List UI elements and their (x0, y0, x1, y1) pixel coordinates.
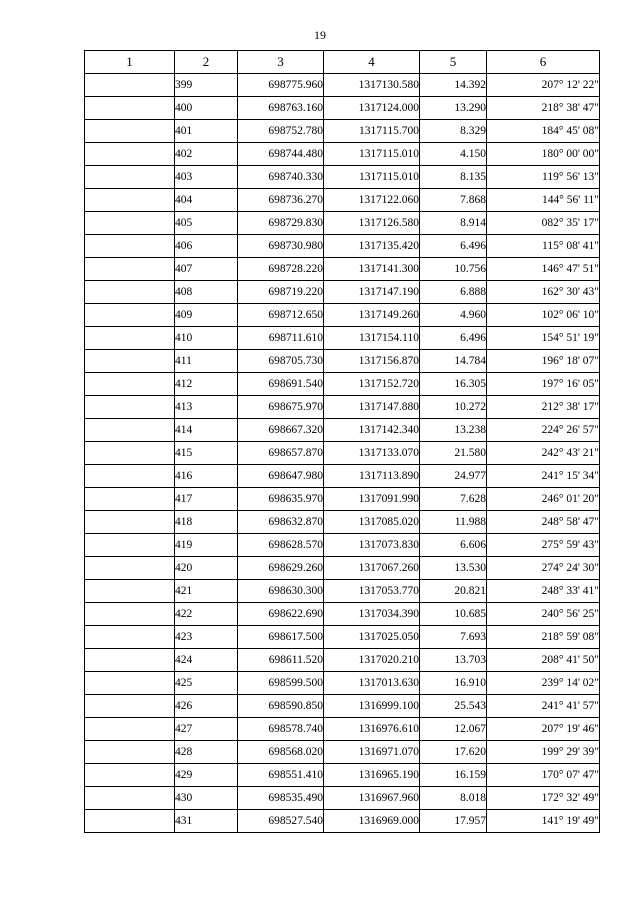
distance-cell: 20.821 (420, 580, 487, 603)
distance-cell: 12.067 (420, 718, 487, 741)
distance-cell: 16.159 (420, 764, 487, 787)
distance-cell: 13.703 (420, 649, 487, 672)
distance-cell: 7.628 (420, 488, 487, 511)
bearing-cell: 275° 59' 43" (487, 534, 600, 557)
bearing-cell: 274° 24' 30" (487, 557, 600, 580)
bearing-cell: 241° 15' 34" (487, 465, 600, 488)
table-row (85, 350, 600, 373)
y-coordinate-cell: 1316965.190 (324, 764, 420, 787)
parcel-cell (85, 810, 175, 833)
table-row (85, 557, 600, 580)
point-number-cell: 422 (175, 603, 238, 626)
parcel-cell (85, 212, 175, 235)
point-number-cell: 425 (175, 672, 238, 695)
column-header-2: 2 (175, 51, 238, 74)
bearing-cell: 208° 41' 50" (487, 649, 600, 672)
parcel-cell (85, 442, 175, 465)
parcel-cell (85, 258, 175, 281)
bearing-cell: 224° 26' 57" (487, 419, 600, 442)
point-number-cell: 404 (175, 189, 238, 212)
distance-cell: 11.988 (420, 511, 487, 534)
parcel-cell (85, 649, 175, 672)
distance-cell: 4.960 (420, 304, 487, 327)
distance-cell: 24.977 (420, 465, 487, 488)
table-row (85, 235, 600, 258)
bearing-cell: 144° 56' 11" (487, 189, 600, 212)
bearing-cell: 196° 18' 07" (487, 350, 600, 373)
distance-cell: 14.392 (420, 74, 487, 97)
distance-cell: 13.290 (420, 97, 487, 120)
point-number-cell: 424 (175, 649, 238, 672)
point-number-cell: 421 (175, 580, 238, 603)
y-coordinate-cell: 1316967.960 (324, 787, 420, 810)
point-number-cell: 423 (175, 626, 238, 649)
column-header-4: 4 (324, 51, 420, 74)
x-coordinate-cell: 698657.870 (238, 442, 324, 465)
distance-cell: 13.530 (420, 557, 487, 580)
bearing-cell: 212° 38' 17" (487, 396, 600, 419)
point-number-cell: 411 (175, 350, 238, 373)
table-row (85, 649, 600, 672)
bearing-cell: 141° 19' 49" (487, 810, 600, 833)
bearing-cell: 239° 14' 02" (487, 672, 600, 695)
column-header-5: 5 (420, 51, 487, 74)
y-coordinate-cell: 1317156.870 (324, 350, 420, 373)
x-coordinate-cell: 698578.740 (238, 718, 324, 741)
x-coordinate-cell: 698705.730 (238, 350, 324, 373)
y-coordinate-cell: 1317154.110 (324, 327, 420, 350)
table-row (85, 304, 600, 327)
y-coordinate-cell: 1317142.340 (324, 419, 420, 442)
bearing-cell: 248° 58' 47" (487, 511, 600, 534)
distance-cell: 7.868 (420, 189, 487, 212)
coordinates-table (84, 50, 600, 833)
bearing-cell: 119° 56' 13" (487, 166, 600, 189)
distance-cell: 7.693 (420, 626, 487, 649)
parcel-cell (85, 120, 175, 143)
x-coordinate-cell: 698730.980 (238, 235, 324, 258)
bearing-cell: 082° 35' 17" (487, 212, 600, 235)
x-coordinate-cell: 698599.500 (238, 672, 324, 695)
distance-cell: 16.910 (420, 672, 487, 695)
x-coordinate-cell: 698729.830 (238, 212, 324, 235)
bearing-cell: 199° 29' 39" (487, 741, 600, 764)
y-coordinate-cell: 1317115.010 (324, 143, 420, 166)
parcel-cell (85, 580, 175, 603)
bearing-cell: 246° 01' 20" (487, 488, 600, 511)
distance-cell: 17.620 (420, 741, 487, 764)
point-number-cell: 415 (175, 442, 238, 465)
point-number-cell: 431 (175, 810, 238, 833)
point-number-cell: 410 (175, 327, 238, 350)
y-coordinate-cell: 1317115.700 (324, 120, 420, 143)
table-row (85, 534, 600, 557)
parcel-cell (85, 74, 175, 97)
bearing-cell: 248° 33' 41" (487, 580, 600, 603)
table-row (85, 764, 600, 787)
y-coordinate-cell: 1317115.010 (324, 166, 420, 189)
y-coordinate-cell: 1317073.830 (324, 534, 420, 557)
table-row (85, 465, 600, 488)
parcel-cell (85, 695, 175, 718)
x-coordinate-cell: 698635.970 (238, 488, 324, 511)
point-number-cell: 420 (175, 557, 238, 580)
table-row (85, 120, 600, 143)
point-number-cell: 401 (175, 120, 238, 143)
distance-cell: 14.784 (420, 350, 487, 373)
table-row (85, 212, 600, 235)
y-coordinate-cell: 1317147.190 (324, 281, 420, 304)
x-coordinate-cell: 698740.330 (238, 166, 324, 189)
x-coordinate-cell: 698691.540 (238, 373, 324, 396)
table-row (85, 258, 600, 281)
distance-cell: 4.150 (420, 143, 487, 166)
x-coordinate-cell: 698711.610 (238, 327, 324, 350)
y-coordinate-cell: 1317141.300 (324, 258, 420, 281)
point-number-cell: 399 (175, 74, 238, 97)
table-row (85, 741, 600, 764)
parcel-cell (85, 350, 175, 373)
x-coordinate-cell: 698667.320 (238, 419, 324, 442)
point-number-cell: 427 (175, 718, 238, 741)
point-number-cell: 400 (175, 97, 238, 120)
bearing-cell: 170° 07' 47" (487, 764, 600, 787)
distance-cell: 10.685 (420, 603, 487, 626)
x-coordinate-cell: 698647.980 (238, 465, 324, 488)
x-coordinate-cell: 698736.270 (238, 189, 324, 212)
table-row (85, 189, 600, 212)
bearing-cell: 197° 16' 05" (487, 373, 600, 396)
parcel-cell (85, 373, 175, 396)
x-coordinate-cell: 698590.850 (238, 695, 324, 718)
table-row (85, 626, 600, 649)
distance-cell: 8.329 (420, 120, 487, 143)
x-coordinate-cell: 698752.780 (238, 120, 324, 143)
parcel-cell (85, 626, 175, 649)
y-coordinate-cell: 1317133.070 (324, 442, 420, 465)
y-coordinate-cell: 1317091.990 (324, 488, 420, 511)
x-coordinate-cell: 698763.160 (238, 97, 324, 120)
y-coordinate-cell: 1317122.060 (324, 189, 420, 212)
table-row (85, 97, 600, 120)
parcel-cell (85, 718, 175, 741)
point-number-cell: 405 (175, 212, 238, 235)
y-coordinate-cell: 1316976.610 (324, 718, 420, 741)
y-coordinate-cell: 1317113.890 (324, 465, 420, 488)
y-coordinate-cell: 1316969.000 (324, 810, 420, 833)
parcel-cell (85, 281, 175, 304)
point-number-cell: 406 (175, 235, 238, 258)
point-number-cell: 418 (175, 511, 238, 534)
bearing-cell: 207° 12' 22" (487, 74, 600, 97)
distance-cell: 10.756 (420, 258, 487, 281)
distance-cell: 25.543 (420, 695, 487, 718)
parcel-cell (85, 465, 175, 488)
distance-cell: 6.496 (420, 327, 487, 350)
distance-cell: 8.135 (420, 166, 487, 189)
y-coordinate-cell: 1317085.020 (324, 511, 420, 534)
point-number-cell: 414 (175, 419, 238, 442)
bearing-cell: 154° 51' 19" (487, 327, 600, 350)
table-header-row (85, 51, 600, 74)
table-row (85, 373, 600, 396)
point-number-cell: 412 (175, 373, 238, 396)
x-coordinate-cell: 698630.300 (238, 580, 324, 603)
point-number-cell: 402 (175, 143, 238, 166)
x-coordinate-cell: 698617.500 (238, 626, 324, 649)
bearing-cell: 115° 08' 41" (487, 235, 600, 258)
table-row (85, 396, 600, 419)
table-row (85, 488, 600, 511)
distance-cell: 6.606 (420, 534, 487, 557)
parcel-cell (85, 235, 175, 258)
bearing-cell: 240° 56' 25" (487, 603, 600, 626)
parcel-cell (85, 327, 175, 350)
parcel-cell (85, 787, 175, 810)
y-coordinate-cell: 1317034.390 (324, 603, 420, 626)
x-coordinate-cell: 698628.570 (238, 534, 324, 557)
parcel-cell (85, 419, 175, 442)
parcel-cell (85, 672, 175, 695)
bearing-cell: 218° 59' 08" (487, 626, 600, 649)
bearing-cell: 242° 43' 21" (487, 442, 600, 465)
point-number-cell: 408 (175, 281, 238, 304)
parcel-cell (85, 488, 175, 511)
table-row (85, 511, 600, 534)
x-coordinate-cell: 698719.220 (238, 281, 324, 304)
x-coordinate-cell: 698568.020 (238, 741, 324, 764)
x-coordinate-cell: 698611.520 (238, 649, 324, 672)
bearing-cell: 218° 38' 47" (487, 97, 600, 120)
table-row (85, 74, 600, 97)
parcel-cell (85, 396, 175, 419)
x-coordinate-cell: 698535.490 (238, 787, 324, 810)
parcel-cell (85, 143, 175, 166)
bearing-cell: 180° 00' 00" (487, 143, 600, 166)
parcel-cell (85, 97, 175, 120)
table-row (85, 580, 600, 603)
bearing-cell: 241° 41' 57" (487, 695, 600, 718)
column-header-1: 1 (85, 51, 175, 74)
point-number-cell: 426 (175, 695, 238, 718)
y-coordinate-cell: 1316999.100 (324, 695, 420, 718)
distance-cell: 6.496 (420, 235, 487, 258)
parcel-cell (85, 557, 175, 580)
x-coordinate-cell: 698744.480 (238, 143, 324, 166)
y-coordinate-cell: 1317147.880 (324, 396, 420, 419)
distance-cell: 8.018 (420, 787, 487, 810)
y-coordinate-cell: 1317130.580 (324, 74, 420, 97)
distance-cell: 17.957 (420, 810, 487, 833)
table-row (85, 327, 600, 350)
table-row (85, 143, 600, 166)
point-number-cell: 419 (175, 534, 238, 557)
column-header-3: 3 (238, 51, 324, 74)
page-number: 19 (314, 28, 326, 42)
bearing-cell: 172° 32' 49" (487, 787, 600, 810)
y-coordinate-cell: 1317020.210 (324, 649, 420, 672)
y-coordinate-cell: 1317025.050 (324, 626, 420, 649)
y-coordinate-cell: 1317126.580 (324, 212, 420, 235)
x-coordinate-cell: 698551.410 (238, 764, 324, 787)
point-number-cell: 417 (175, 488, 238, 511)
x-coordinate-cell: 698675.970 (238, 396, 324, 419)
y-coordinate-cell: 1317152.720 (324, 373, 420, 396)
table-row (85, 787, 600, 810)
bearing-cell: 102° 06' 10" (487, 304, 600, 327)
parcel-cell (85, 511, 175, 534)
distance-cell: 21.580 (420, 442, 487, 465)
parcel-cell (85, 741, 175, 764)
y-coordinate-cell: 1317067.260 (324, 557, 420, 580)
distance-cell: 6.888 (420, 281, 487, 304)
x-coordinate-cell: 698629.260 (238, 557, 324, 580)
table-row (85, 672, 600, 695)
bearing-cell: 184° 45' 08" (487, 120, 600, 143)
table-body (85, 74, 600, 833)
table-row (85, 718, 600, 741)
bearing-cell: 162° 30' 43" (487, 281, 600, 304)
x-coordinate-cell: 698632.870 (238, 511, 324, 534)
parcel-cell (85, 304, 175, 327)
y-coordinate-cell: 1317013.630 (324, 672, 420, 695)
point-number-cell: 428 (175, 741, 238, 764)
bearing-cell: 146° 47' 51" (487, 258, 600, 281)
point-number-cell: 416 (175, 465, 238, 488)
table-row (85, 419, 600, 442)
table-row (85, 442, 600, 465)
y-coordinate-cell: 1316971.070 (324, 741, 420, 764)
parcel-cell (85, 534, 175, 557)
table-row (85, 166, 600, 189)
point-number-cell: 430 (175, 787, 238, 810)
distance-cell: 13.238 (420, 419, 487, 442)
table-row (85, 695, 600, 718)
parcel-cell (85, 166, 175, 189)
y-coordinate-cell: 1317135.420 (324, 235, 420, 258)
parcel-cell (85, 764, 175, 787)
point-number-cell: 413 (175, 396, 238, 419)
point-number-cell: 407 (175, 258, 238, 281)
x-coordinate-cell: 698728.220 (238, 258, 324, 281)
distance-cell: 16.305 (420, 373, 487, 396)
distance-cell: 10.272 (420, 396, 487, 419)
x-coordinate-cell: 698712.650 (238, 304, 324, 327)
column-header-6: 6 (487, 51, 600, 74)
table-row (85, 281, 600, 304)
table-row (85, 603, 600, 626)
parcel-cell (85, 189, 175, 212)
point-number-cell: 409 (175, 304, 238, 327)
bearing-cell: 207° 19' 46" (487, 718, 600, 741)
parcel-cell (85, 603, 175, 626)
y-coordinate-cell: 1317149.260 (324, 304, 420, 327)
point-number-cell: 403 (175, 166, 238, 189)
x-coordinate-cell: 698775.960 (238, 74, 324, 97)
y-coordinate-cell: 1317124.000 (324, 97, 420, 120)
y-coordinate-cell: 1317053.770 (324, 580, 420, 603)
point-number-cell: 429 (175, 764, 238, 787)
distance-cell: 8.914 (420, 212, 487, 235)
x-coordinate-cell: 698527.540 (238, 810, 324, 833)
table-row (85, 810, 600, 833)
x-coordinate-cell: 698622.690 (238, 603, 324, 626)
